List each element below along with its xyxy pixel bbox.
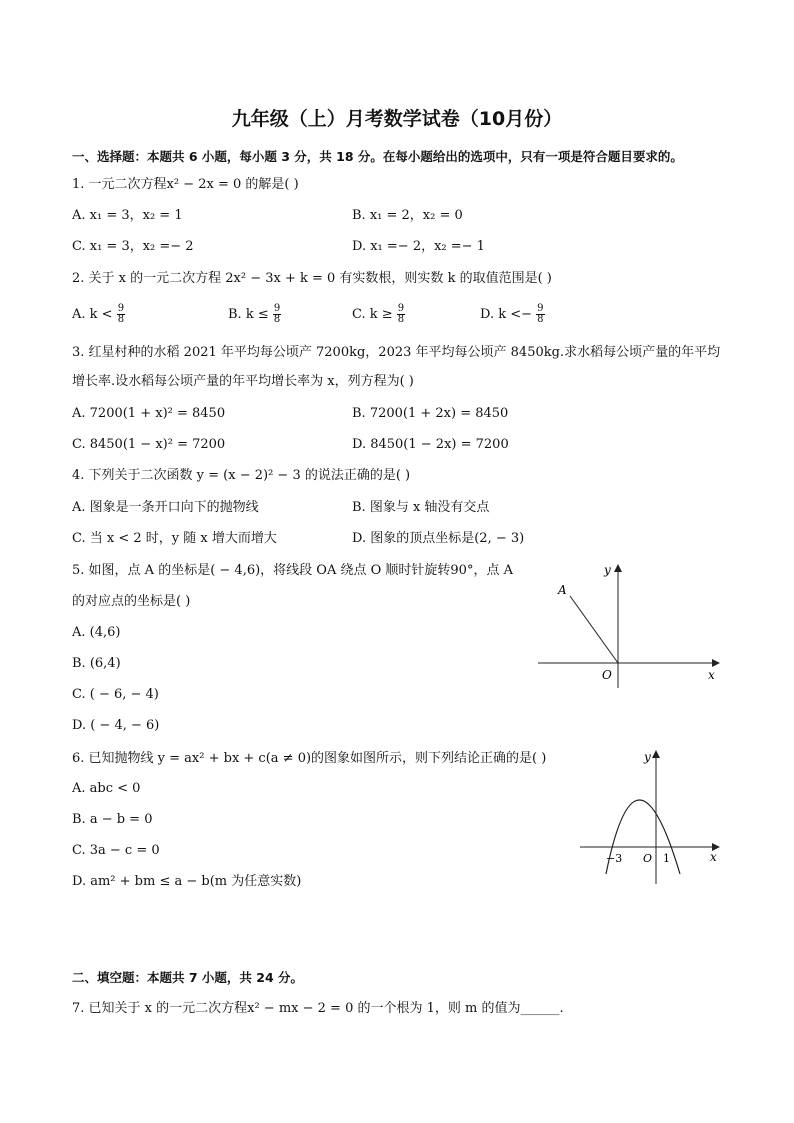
question-6-option-a: A. abc < 0 [72, 781, 141, 796]
question-6-option-b: B. a − b = 0 [72, 812, 153, 827]
fraction: $\frac{9}{8}$ [537, 303, 544, 325]
question-1-option-c: C. x₁ = 3，x₂ =− 2 [72, 239, 194, 254]
section-heading-fill: 二、填空题：本题共 7 小题，共 24 分。 [72, 970, 304, 985]
question-2-stem: 2. 关于 x 的一元二次方程 2x² − 3x + k = 0 有实数根，则实数 k 的取值范围是( ) [72, 271, 552, 286]
option-a-text: A. k < [72, 307, 113, 322]
question-6-stem: 6. 已知抛物线 y = ax² + bx + c(a ≠ 0)的图象如图所示，则下列结论正确的是( ) [72, 751, 547, 766]
question-3-option-c: C. 8450(1 − x)² = 7200 [72, 437, 226, 452]
question-4-stem: 4. 下列关于二次函数 y = (x − 2)² − 3 的说法正确的是( ) [72, 468, 411, 483]
question-3-option-a: A. 7200(1 + x)² = 8450 [72, 406, 226, 421]
label-one: 1 [663, 852, 670, 865]
question-7-stem: 7. 已知关于 x 的一元二次方程x² − mx − 2 = 0 的一个根为 1，则 m 的值为______. [72, 1001, 564, 1016]
option-b-text: B. k ≤ [228, 307, 269, 322]
question-5-stem-line1: 5. 如图，点 A 的坐标是( − 4,6)，将线段 OA 绕点 O 顺时针旋转90°，点 A [72, 563, 513, 578]
question-4-option-d: D. 图象的顶点坐标是(2, − 3) [352, 531, 525, 546]
fraction: $\frac{9}{8}$ [117, 303, 125, 325]
question-6-option-d: D. am² + bm ≤ a − b(m 为任意实数) [72, 874, 302, 889]
question-3-stem-line2: 增长率.设水稻每公顷产量的年平均增长率为 x，列方程为( ) [72, 374, 414, 389]
question-5-stem-line2: 的对应点的坐标是( ) [72, 594, 191, 609]
label-y: y [644, 750, 651, 764]
question-1-option-d: D. x₁ =− 2，x₂ =− 1 [352, 239, 485, 254]
label-neg3: −3 [606, 852, 623, 865]
question-3-stem-line1: 3. 红星村种的水稻 2021 年平均每公顷产 7200kg，2023 年平均每公顷产 8450kg.求水稻每公顷产量的年平均 [72, 345, 721, 360]
label-y: y [604, 563, 611, 577]
question-5-option-d: D. ( − 4, − 6) [72, 718, 160, 733]
label-o: O [643, 852, 653, 865]
question-2-option-a [72, 304, 125, 325]
label-a: A [558, 583, 567, 597]
fraction: $\frac{9}{8}$ [397, 303, 405, 325]
label-x: x [708, 668, 715, 682]
question-2-option-d [480, 304, 545, 325]
question-5-option-a: A. (4,6) [72, 625, 121, 640]
question-6-figure [576, 746, 726, 886]
option-d-text: D. k <− [480, 307, 533, 322]
question-1-option-a: A. x₁ = 3，x₂ = 1 [72, 208, 183, 223]
label-o: O [602, 668, 612, 682]
question-1-stem: 1. 一元二次方程x² − 2x = 0 的解是( ) [72, 177, 299, 192]
question-4-option-c: C. 当 x < 2 时，y 随 x 增大而增大 [72, 531, 277, 546]
question-2-option-b [228, 304, 281, 325]
question-5-option-b: B. (6,4) [72, 656, 121, 671]
question-2-option-c [352, 304, 405, 325]
question-5-option-c: C. ( − 6, − 4) [72, 687, 159, 702]
question-6-option-c: C. 3a − c = 0 [72, 843, 160, 858]
question-4-option-b: B. 图象与 x 轴没有交点 [352, 500, 490, 515]
label-x: x [710, 850, 717, 864]
question-3-option-d: D. 8450(1 − 2x) = 7200 [352, 437, 509, 452]
question-4-option-a: A. 图象是一条开口向下的抛物线 [72, 500, 259, 515]
option-c-text: C. k ≥ [352, 307, 393, 322]
question-3-option-b: B. 7200(1 + 2x) = 8450 [352, 406, 509, 421]
fraction: $\frac{9}{8}$ [273, 303, 281, 325]
question-5-figure [530, 560, 730, 690]
page-title: 九年级（上）月考数学试卷（10月份） [231, 108, 563, 130]
section-heading-choice: 一、选择题：本题共 6 小题，每小题 3 分，共 18 分。在每小题给出的选项中，只有一项是符合题目要求的。 [72, 149, 683, 164]
segment-oa [570, 596, 618, 663]
question-1-option-b: B. x₁ = 2，x₂ = 0 [352, 208, 463, 223]
